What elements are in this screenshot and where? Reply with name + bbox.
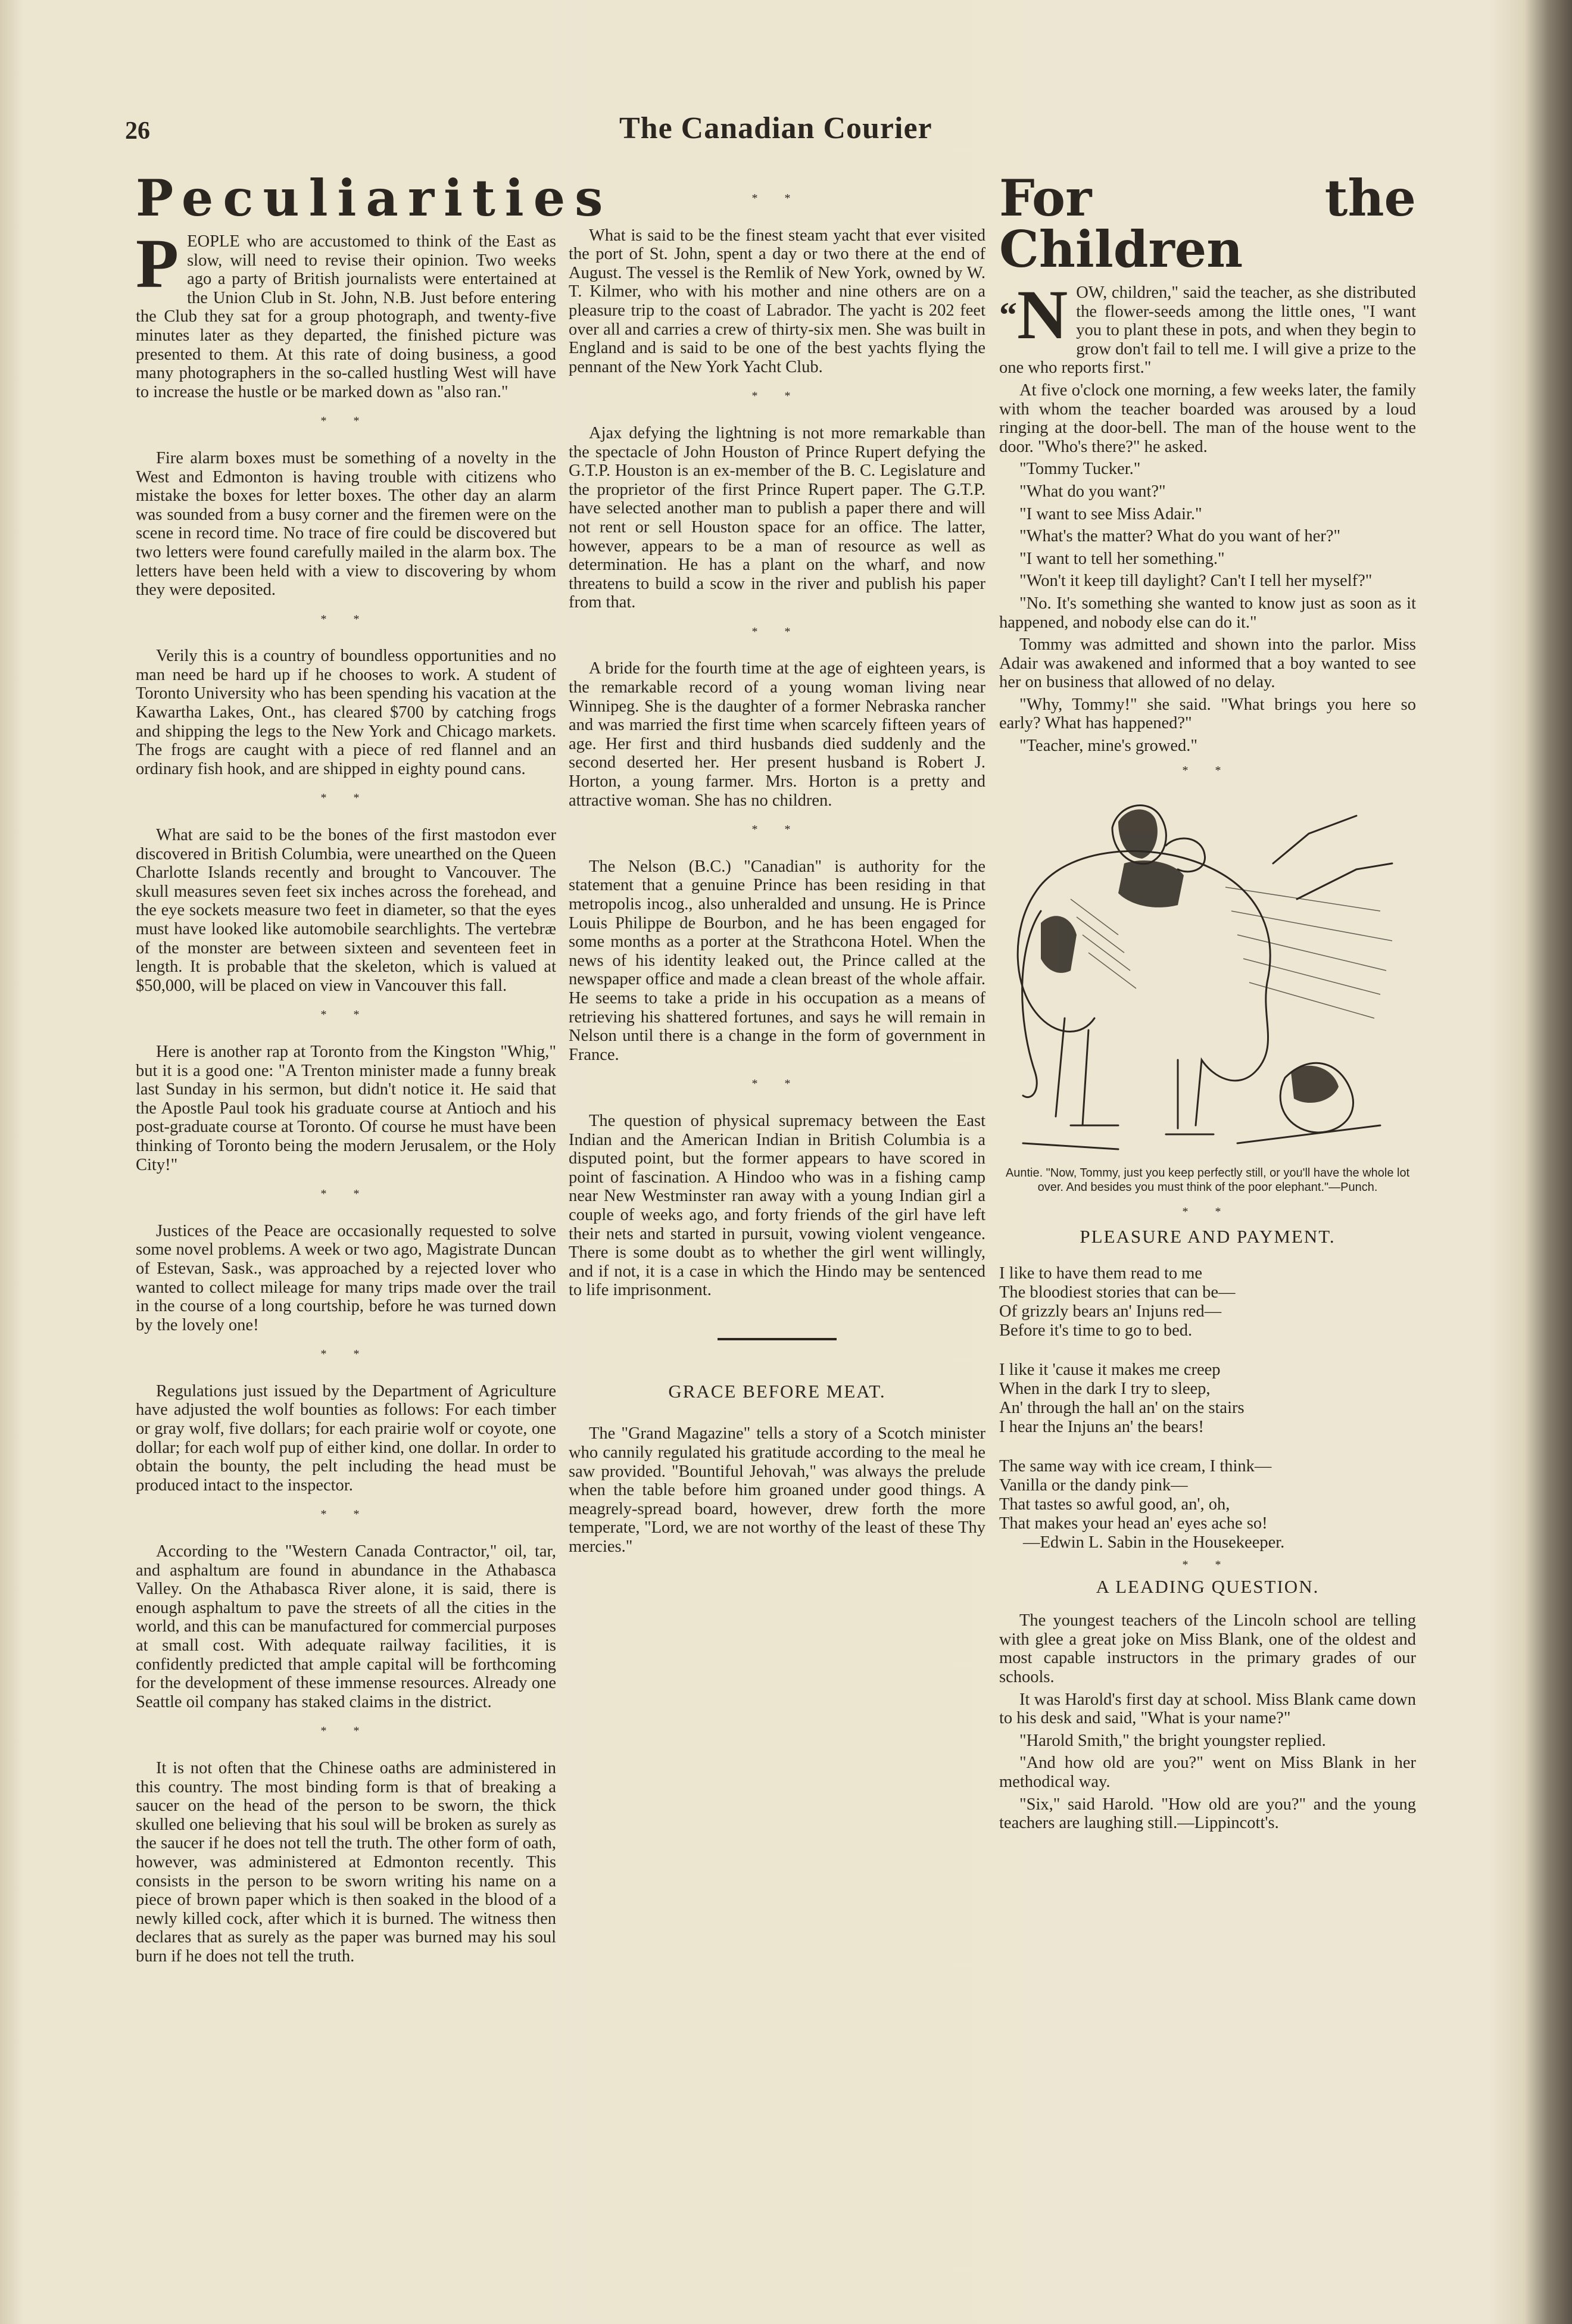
article-paragraph: The youngest teachers of the Lincoln school are telling with glee a great joke on Miss Blank, one of the oldest and most capable instructors in the primary grades of our schools. (999, 1611, 1416, 1686)
column-right (999, 169, 1416, 1836)
article-paragraph: Tommy was admitted and shown into the parlor. Miss Adair was awakened and informed that a boy wanted to see her on business that allowed of no delay. (999, 635, 1416, 692)
article-paragraph: What are said to be the bones of the first mastodon ever discovered in British Columbia, were unearthed on the Queen Charlotte Islands recently and brought to Vancouver. The skull measures seven feet six inches across the forehead, and the eye sockets measure two feet in diameter, so that the eyes must have looked like automobile searchlights. The vertebræ of the monster are between sixteen and seventeen feet in length. It is probable that the skeleton, which is valued at $50,000, will be placed on view in Vancouver this fall. (136, 826, 556, 995)
separator: * * (751, 192, 803, 205)
illustration-caption: Auntie. "Now, Tommy, just you keep perfectly still, or you'll have the whole lot over. And besides you must think of the poor elephant."—Punch. (1005, 1166, 1410, 1194)
dialogue-line: "What do you want?" (1019, 482, 1166, 501)
article-paragraph: The question of physical supremacy between the East Indian and the American Indian in British Columbia is a disputed point, but the former appears to have scored in point of fascination. A Hindoo who was in a fishing camp near New Westminster ran away with a young Indian girl a couple of weeks ago, and forty friends of the girl have left their nets and started in pursuit, vowing violent vengeance. There is some doubt as to whether the girl went willingly, and if not, it is a case in which the Hindo may be sentenced to life imprisonment. (569, 1111, 985, 1300)
separator: * * (320, 791, 372, 805)
article-paragraph: It was Harold's first day at school. Miss Blank came down to his desk and said, "What is your name?" (999, 1690, 1416, 1728)
separator: * * (320, 1187, 372, 1201)
section-divider (718, 1338, 837, 1340)
separator: * * (751, 625, 803, 638)
separator: * * (751, 389, 803, 403)
separator: * * (320, 612, 372, 626)
poem-stanza: The same way with ice cream, I think— Vanilla or the dandy pink— That tastes so awful good, an', oh, That makes your head an' eyes ache so! —Edwin L. Sabin in the Housekeeper. (999, 1457, 1416, 1552)
separator: * * (320, 1008, 372, 1022)
separator: * * (1182, 1558, 1233, 1572)
page-number: 26 (125, 117, 150, 145)
article-paragraph: At five o'clock one morning, a few weeks later, the family with whom the teacher boarded was aroused by a loud ringing at the door-bell. The man of the house went to the door. "Who's there?" he asked. (999, 380, 1416, 456)
separator: * * (320, 1508, 372, 1521)
dialogue-line: "No. It's something she wanted to know just as soon as it happened, and nobody else can do it." (999, 594, 1416, 632)
poem-stanza: I like to have them read to me The bloodiest stories that can be— Of grizzly bears an' Injuns red— Before it's time to go to bed. (999, 1264, 1236, 1340)
column-middle (569, 179, 985, 1560)
article-paragraph: Fire alarm boxes must be something of a novelty in the West and Edmonton is having trouble with citizens who mistake the boxes for letter boxes. The other day an alarm was sounded from a busy corner and the firemen were on the scene in record time. No trace of fire could be discovered but two letters were found carefully mailed in the alarm box. The letters have been held with a view to discovering by whom they were deposited. (136, 448, 556, 600)
poem-attribution: —Edwin L. Sabin in the Housekeeper. (1023, 1533, 1285, 1552)
poem-stanza: I like it 'cause it makes me creep When in the dark I try to sleep, An' through the hall an' on the stairs I hear the Injuns an' the bears! (999, 1361, 1244, 1437)
separator: * * (1182, 763, 1233, 777)
separator: * * (320, 414, 372, 428)
separator: * * (1182, 1205, 1233, 1218)
article-paragraph: Regulations just issued by the Department of Agriculture have adjusted the wolf bounties as follows: For each timber or gray wolf, five dollars; for each prairie wolf or coyote, one dollar; for each wolf pup of either kind, one dollar. In order to obtain the bounty, the pelt including the head must be produced intact to the inspector. (136, 1381, 556, 1495)
headline-peculiarities: Peculiarities (136, 169, 613, 227)
heading-pleasure-and-payment: PLEASURE AND PAYMENT. (1080, 1226, 1336, 1247)
dialogue-line: "Teacher, mine's growed." (1019, 737, 1198, 756)
article-paragraph: Justices of the Peace are occasionally requested to solve some novel problems. A week or two ago, Magistrate Duncan of Estevan, Sask., was approached by a rejected lover who wanted to collect mileage for many trips made over the trail in the course of a long courtship, before he was turned down by the lovely one! (136, 1221, 556, 1334)
article-paragraph: "Six," said Harold. "How old are you?" and the young teachers are laughing still.—Lippincott's. (999, 1795, 1416, 1833)
heading-a-leading-question: A LEADING QUESTION. (1096, 1576, 1320, 1597)
column-left (136, 169, 613, 1970)
article-paragraph: The "Grand Magazine" tells a story of a Scotch minister who cannily regulated his gratitude according to the meal he saw provided. "Bountiful Jehovah," was always the prelude when the table before him groaned under good things. A meagrely-spread board, however, drew forth the more temperate, "Lord, we are not worthy of the least of these Thy mercies." (569, 1424, 985, 1556)
article-paragraph: The Nelson (B.C.) "Canadian" is authority for the statement that a genuine Prince has been residing in that metropolis incog., also unheralded and unsung. He is Prince Louis Philippe de Bourbon, and he has been engaged for some months as a porter at the Strathcona Hotel. When the news of his identity leaked out, the Prince called at the newspaper office and made a clean breast of the whole affair. He seems to take a pride in his occupation as a means of retrieving his shattered fortunes, and says he will remain in Nelson until there is a change in the form of government in France. (569, 857, 985, 1064)
dialogue-line: "What's the matter? What do you want of her?" (1019, 527, 1341, 546)
heading-grace-before-meat: GRACE BEFORE MEAT. (668, 1380, 886, 1402)
headline-for-the-children: For the Children (999, 169, 1416, 279)
separator: * * (320, 1724, 372, 1738)
dialogue-line: "Tommy Tucker." (1019, 460, 1141, 479)
dialogue-line: "I want to see Miss Adair." (1019, 504, 1202, 523)
elephant-illustration (999, 792, 1416, 1155)
article-paragraph: A bride for the fourth time at the age of eighteen years, is the remarkable record of a young woman living near Winnipeg. She is the daughter of a former Nebraska rancher and was married the first time when scarcely fifteen years of age. Her first and third husbands died suddenly and the second deserted her. Her present husband is Robert J. Horton, a young farmer. Mrs. Horton is a pretty and attractive woman. She has no children. (569, 659, 985, 810)
article-paragraph: According to the "Western Canada Contractor," oil, tar, and asphaltum are found in abundance in the Athabasca Valley. On the Athabasca River alone, it is said, there is enough asphaltum to pave the streets of all the cities in the world, and this can be manufactured for commercial purposes at small cost. With adequate railway facilities, it is confidently predicted that ample capital will be forthcoming for the development of these immense resources. Already one Seattle oil company has staked claims in the district. (136, 1542, 556, 1711)
article-paragraph: Here is another rap at Toronto from the Kingston "Whig," but it is a good one: "A Trenton minister made a funny break last Sunday in his sermon, but didn't notice it. He said that the Apostle Paul took his graduate course at Antioch and his post-graduate course at Toronto. Of course he must have been thinking of Toronto being the modern Jerusalem, or the Holy City!" (136, 1042, 556, 1174)
article-paragraph: Verily this is a country of boundless opportunities and no man need be hard up if he chooses to work. A student of Toronto University who has been spending his vacation at the Kawartha Lakes, Ont., has cleared $700 by catching frogs and shipping the legs to the New York and Chicago markets. The frogs are caught with a piece of red flannel and an ordinary fish hook, and are shipped in eighty pound cans. (136, 647, 556, 778)
dialogue-line: "I want to tell her something." (1019, 549, 1225, 568)
drop-cap: P (136, 224, 179, 302)
article-paragraph: Ajax defying the lightning is not more remarkable than the spectacle of John Houston of Prince Rupert defying the G.T.P. Houston is an ex-member of the B. C. Legislature and the proprietor of the first Prince Rupert paper. The G.T.P. have selected another man to publish a paper there and will not rent or sell Houston space for an office. The latter, however, appears to be a man of resource as well as determination. He has a plant on the wharf, and now threatens to build a scow in the river and publish his paper from that. (569, 423, 985, 612)
drop-cap: “N (999, 276, 1068, 354)
article-paragraph: "And how old are you?" went on Miss Blank in her methodical way. (999, 1754, 1416, 1791)
article-paragraph: It is not often that the Chinese oaths are administered in this country. The most binding form is that of breaking a saucer on the head of the person to be sworn, the thick skulled one believing that his soul will be broken as surely as the saucer if he does not tell the truth. The other form of oath, however, was administered at Edmonton recently. This consists in the person to be sworn writing his name on a piece of brown paper which is then soaked in the blood of a newly killed cock, after which it is burned. The witness then declares that as surely as the paper was burned may his soul burn if he does not tell the truth. (136, 1758, 556, 1966)
separator: * * (751, 823, 803, 837)
article-paragraph: PEOPLE who are accustomed to think of the East as slow, will need to revise their opinion. Two weeks ago a party of British journalists were entertained at the Union Club in St. John, N.B. Just before entering the Club they sat for a group photograph, and twenty-five minutes later as they departed, the finished picture was presented to them. At this rate of doing business, a good many photographers in the so-called hustling West will have to increase the hustle or be marked down as "also ran." (136, 224, 556, 401)
article-paragraph: What is said to be the finest steam yacht that ever visited the port of St. John, spent a day or two there at the end of August. The vessel is the Remlik of New York, owned by W. T. Kilmer, who with his mother and nine others are on a pleasure trip to the coast of Labrador. The yacht is 202 feet over all and carries a crew of thirty-six men. She was built in England and is said to be one of the best yachts flying the pennant of the New York Yacht Club. (569, 226, 985, 376)
separator: * * (320, 1347, 372, 1361)
publication-title: The Canadian Courier (619, 111, 932, 145)
article-paragraph: “N OW, children," said the teacher, as she distributed the flower-seeds among the little ones, "I want you to plant these in pots, and when they begin to grow don't fail to tell me. I will give a prize to the one who reports first." (999, 276, 1416, 378)
dialogue-line: "Why, Tommy!" she said. "What brings you here so early? What has happened?" (999, 695, 1416, 733)
dialogue-line: "Won't it keep till daylight? Can't I tell her myself?" (1019, 572, 1373, 591)
article-paragraph: "Harold Smith," the bright youngster replied. (1019, 1731, 1326, 1750)
separator: * * (751, 1077, 803, 1091)
